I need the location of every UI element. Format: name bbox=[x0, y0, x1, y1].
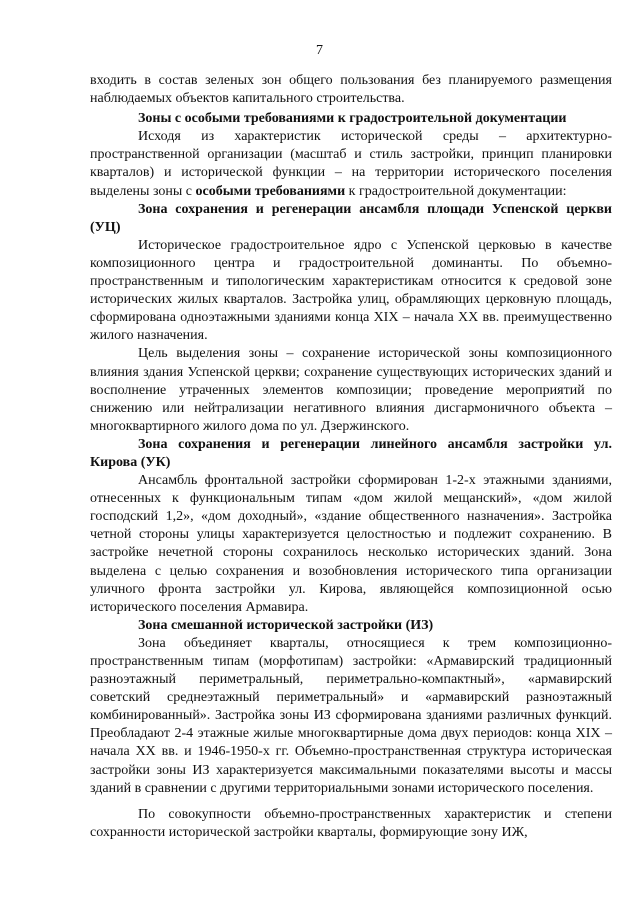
text-run: к градостроительной документации: bbox=[345, 183, 567, 199]
section-heading: Зона смешанной исторической застройки (ИЗ) bbox=[138, 617, 434, 633]
paragraph: По совокупности объемно-пространственных характеристик и степени сохранности исторической застройки кварталы, формирующие зону ИЖ, bbox=[90, 806, 612, 840]
section-heading: Зоны с особыми требованиями к градостроительной документации bbox=[138, 111, 567, 127]
page-number: 7 bbox=[316, 43, 323, 58]
paragraph bbox=[90, 128, 612, 200]
paragraph: Историческое градостроительное ядро с Успенской церковью в качестве композиционного центра и градостроительной доминанты. По объемно-пространственным и типологическим характеристикам относится к средовой зоне исторических жилых кварталов. Застройка улиц, обрамляющих церковную площадь, сформирована одноэтажными зданиями конца XIX – начала XX вв. преимущественно жилого назначения. bbox=[90, 237, 612, 344]
paragraph: Зона объединяет кварталы, относящиеся к трем композиционно-пространственным типам (морфотипам) застройки: «Армавирский традиционный разноэтажный периметральный, периметрально-компактный», «армавирский советский среднеэтажный периметральный» и «армавирский разноэтажный комбинированный». Застройка зоны ИЗ сформирована зданиями различных функций. Преобладают 2-4 этажные жилые многоквартирные дома двух периодов: конца XIX – начала XX вв. и 1946-1950-х гг. Объемно-пространственная структура историческая застройки зоны ИЗ характеризуется максимальными показателями высоты и массы зданий в сравнении с другими территориальными зонами исторического поселения. bbox=[90, 635, 612, 796]
paragraph: входить в состав зеленых зон общего пользования без планируемого размещения наблюдаемых объектов капитального строительства. bbox=[90, 73, 612, 107]
paragraph: Цель выделения зоны – сохранение исторической зоны композиционного влияния здания Успенской церкви; сохранение существующих исторических зданий и восполнение утраченных элементов композиции; проведение мероприятий по снижению или нейтрализации негативного влияния дисгармоничного объекта – многоквартирного жилого дома по ул. Дзержинского. bbox=[90, 346, 612, 434]
paragraph: Ансамбль фронтальной застройки сформирован 1-2-х этажными зданиями, отнесенных к функциональным типам «дом жилой мещанский», «дом жилой господский 1,2», «дом доходный», «здание общественного назначения». Застройка четной стороны улицы характеризуется целостностью и подлежит сохранению. В застройке нечетной стороны сохранилось несколько исторических зданий. Зона выделена с целью сохранения и возобновления исторического типа организации уличного фронта застройки ул. Кирова, являющейся композиционной осью исторического поселения Армавира. bbox=[90, 473, 612, 615]
emphasis-text: особыми требованиями bbox=[195, 183, 346, 199]
section-heading: Зона сохранения и регенерации линейного ансамбля застройки ул. Кирова (УК) bbox=[90, 436, 612, 470]
document-body bbox=[90, 72, 612, 842]
text-run: Исходя из характеристик исторической среды – архитектурно-пространственной организации (масштаб и стиль застройки, принцип планировки кварталов) и исторической функции – на территории исторического поселения выделены зоны с bbox=[90, 129, 612, 199]
section-heading: Зона сохранения и регенерации ансамбля площади Успенской церкви (УЦ) bbox=[90, 201, 612, 235]
